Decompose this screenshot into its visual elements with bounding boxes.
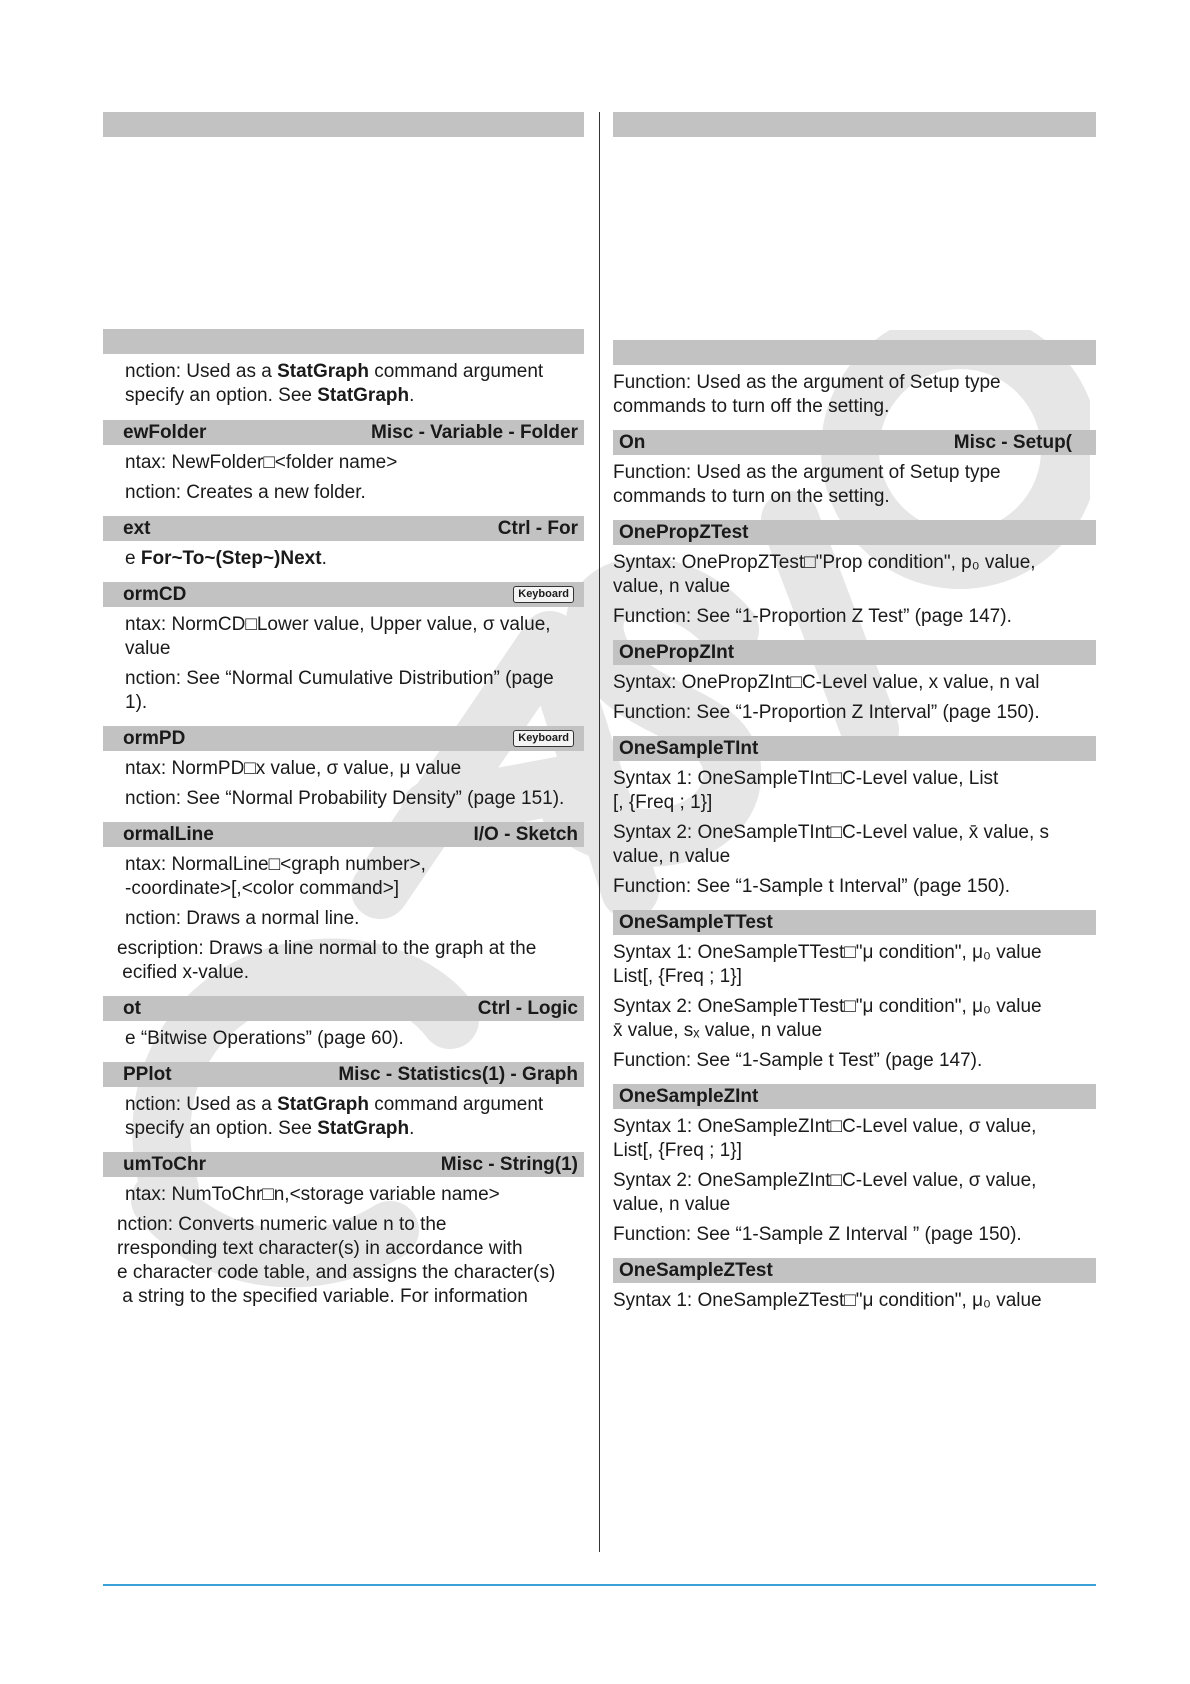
keyboard-badge: Keyboard (513, 586, 574, 603)
normpd-function: nction: See “Normal Probability Density” (page 151). (125, 788, 565, 809)
right-column (613, 112, 1096, 1313)
command-header-onesampletint: OneSampleTInt (613, 736, 1096, 761)
onepropztest-function: Function: See “1-Proportion Z Test” (page 147). (613, 606, 1012, 627)
normpd-syntax: ntax: NormPD□x value, σ value, μ value (125, 758, 462, 779)
onesampletint-syntax2: Syntax 2: OneSampleTInt□C-Level value, x̄ value, s value, n value (613, 822, 1050, 867)
left-column (103, 112, 584, 1309)
not-see: e “Bitwise Operations” (page 60). (125, 1028, 404, 1049)
command-header-off (613, 340, 1096, 365)
onesamplezint-function: Function: See “1-Sample Z Interval ” (page 150). (613, 1224, 1022, 1245)
onepropzint-syntax: Syntax: OnePropZInt□C-Level value, x value, n val (613, 672, 1040, 693)
command-header-normalline: ormalLine I/O - Sketch (103, 822, 584, 847)
next-see: e For~To~(Step~)Next. (125, 548, 327, 569)
command-header-numtochr: umToChr Misc - String(1) (103, 1152, 584, 1177)
command-header-on: On Misc - Setup( (613, 430, 1096, 455)
newfolder-function: nction: Creates a new folder. (125, 482, 366, 503)
command-header-newfolder: ewFolder Misc - Variable - Folder (103, 420, 584, 445)
onepropzint-function: Function: See “1-Proportion Z Interval” (page 150). (613, 702, 1040, 723)
blank-header-bar-2 (103, 329, 584, 354)
column-divider (599, 112, 600, 1552)
blank-header-bar (613, 112, 1096, 137)
command-header-next: ext Ctrl - For (103, 516, 584, 541)
pplot-function: nction: Used as a StatGraph command argument specify an option. See StatGraph. (125, 1094, 544, 1139)
onesampletint-function: Function: See “1-Sample t Interval” (page 150). (613, 876, 1011, 897)
keyboard-badge: Keyboard (513, 730, 574, 747)
onepropztest-syntax: Syntax: OnePropZTest□"Prop condition", p₀ value, value, n value (613, 552, 1036, 597)
command-header-normpd: ormPD Keyboard (103, 726, 584, 751)
onesamplettest-function: Function: See “1-Sample t Test” (page 147). (613, 1050, 983, 1071)
normalline-function: nction: Draws a normal line. (125, 908, 360, 929)
command-header-onesamplezint: OneSampleZInt (613, 1084, 1096, 1109)
command-header-onesampleztest: OneSampleZTest (613, 1258, 1096, 1283)
on-function: Function: Used as the argument of Setup type commands to turn on the setting. (613, 462, 1001, 507)
onesamplezint-syntax1: Syntax 1: OneSampleZInt□C-Level value, σ value, List[, {Freq ; 1}] (613, 1116, 1037, 1161)
command-header-onepropzint: OnePropZInt (613, 640, 1096, 665)
numtochr-function: nction: Converts numeric value n to the rresponding text character(s) in accordance with e character code table, and assigns the character(s) a string to the specified variable. For information (117, 1214, 556, 1307)
normalline-description: escription: Draws a line normal to the graph at the ecified x-value. (117, 938, 537, 983)
normcd-syntax: ntax: NormCD□Lower value, Upper value, σ value, value (125, 614, 551, 659)
command-header-normcd: ormCD Keyboard (103, 582, 584, 607)
off-function: Function: Used as the argument of Setup type commands to turn off the setting. (613, 372, 1001, 417)
footer-rule (103, 1584, 1096, 1586)
command-header-not: ot Ctrl - Logic (103, 996, 584, 1021)
onesamplezint-syntax2: Syntax 2: OneSampleZInt□C-Level value, σ value, value, n value (613, 1170, 1037, 1215)
onesamplettest-syntax2: Syntax 2: OneSampleTTest□"μ condition", μ₀ value x̄ value, sₓ value, n value (613, 996, 1042, 1041)
command-header-onesamplettest: OneSampleTTest (613, 910, 1096, 935)
onesampletint-syntax1: Syntax 1: OneSampleTInt□C-Level value, List [, {Freq ; 1}] (613, 768, 999, 813)
statgraph-option-function: nction: Used as a StatGraph command argument specify an option. See StatGraph. (125, 361, 544, 406)
normalline-syntax: ntax: NormalLine□<graph number>, -coordinate>[,<color command>] (125, 854, 426, 899)
command-header-onepropztest: OnePropZTest (613, 520, 1096, 545)
numtochr-syntax: ntax: NumToChr□n,<storage variable name> (125, 1184, 500, 1205)
command-header-pplot: PPlot Misc - Statistics(1) - Graph (103, 1062, 584, 1087)
onesampleztest-syntax1: Syntax 1: OneSampleZTest□"μ condition", μ₀ value (613, 1290, 1042, 1311)
onesamplettest-syntax1: Syntax 1: OneSampleTTest□"μ condition", μ₀ value List[, {Freq ; 1}] (613, 942, 1042, 987)
newfolder-syntax: ntax: NewFolder□<folder name> (125, 452, 398, 473)
blank-header-bar (103, 112, 584, 137)
normcd-function: nction: See “Normal Cumulative Distribution” (page 1). (125, 668, 554, 713)
